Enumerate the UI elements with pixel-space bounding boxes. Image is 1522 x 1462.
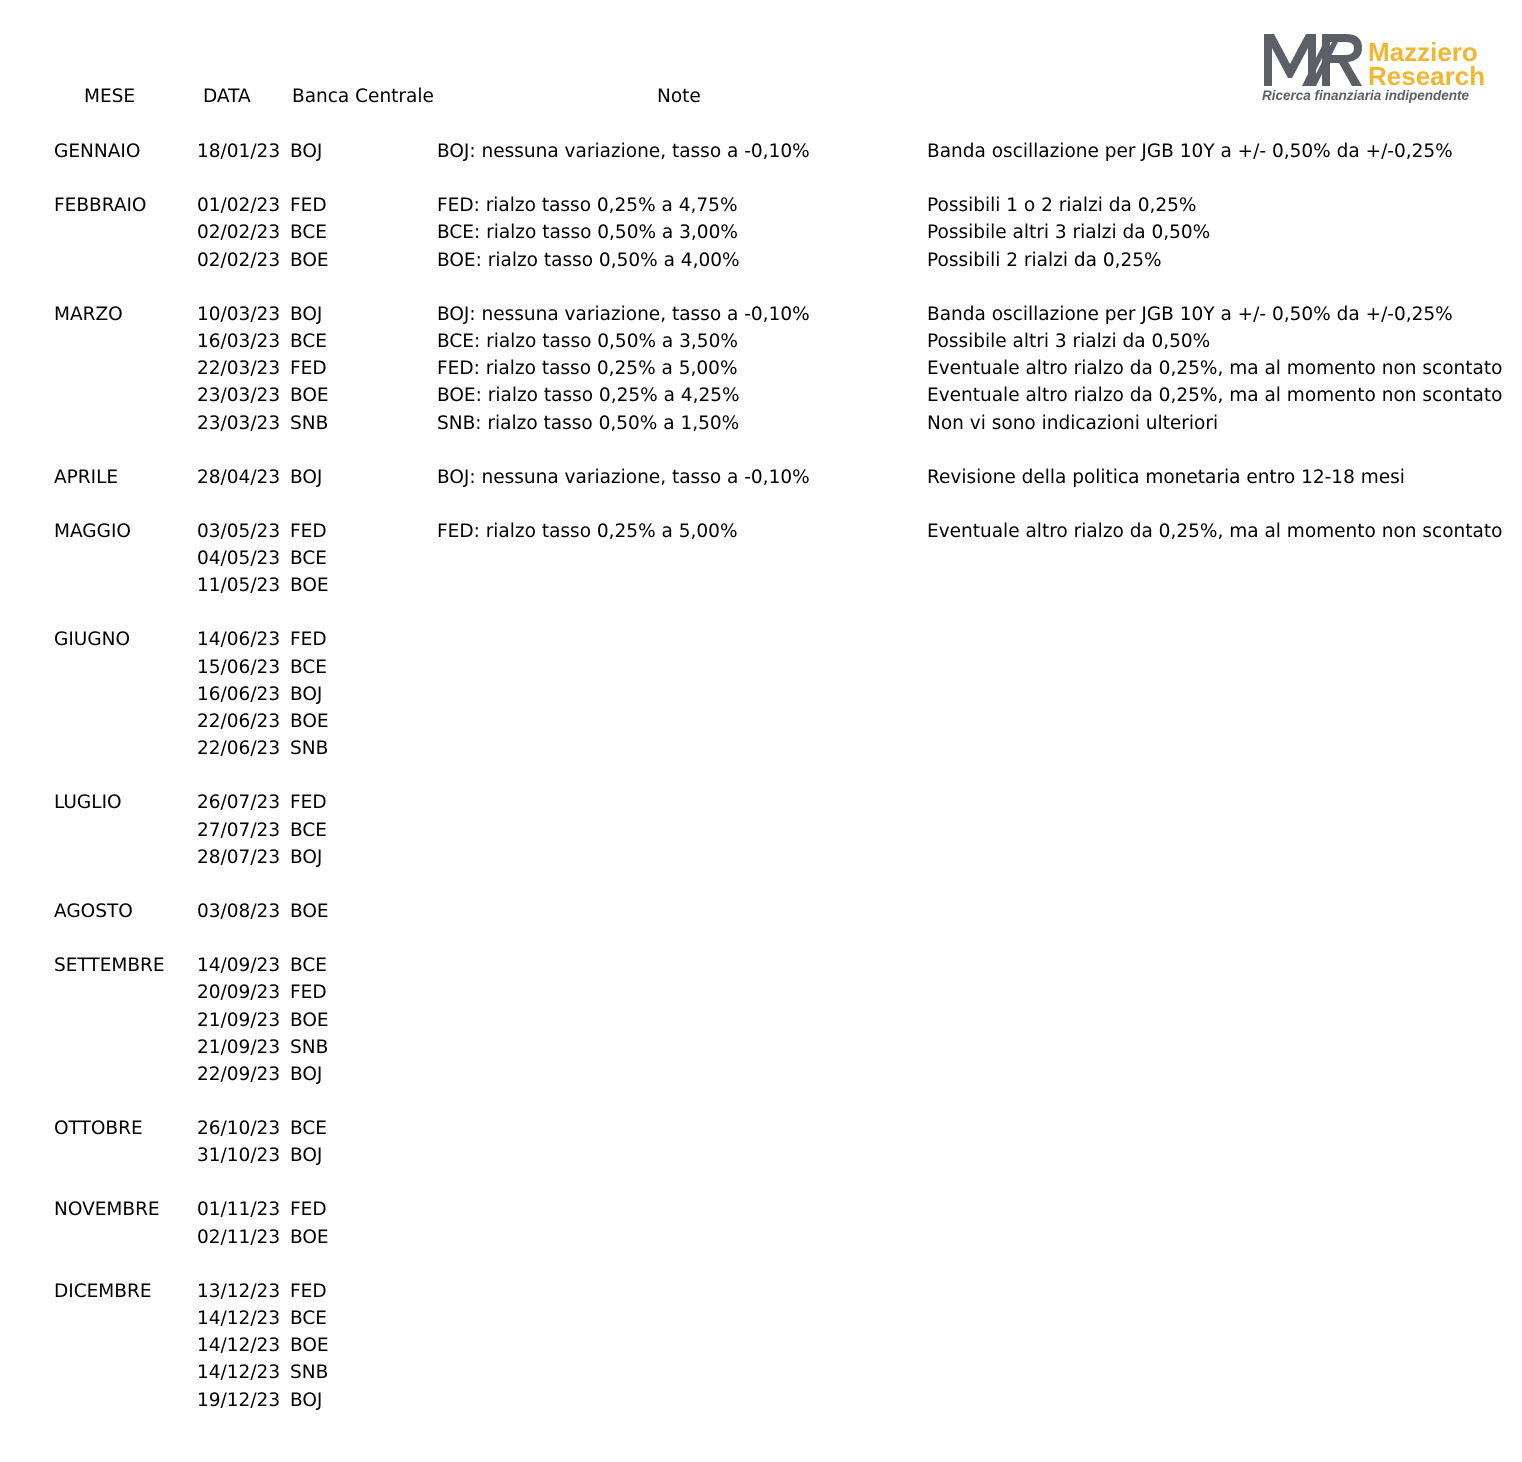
month-group (0, 302, 1522, 438)
meeting-date: 27/07/23 (197, 819, 281, 841)
meeting-date: 16/03/23 (197, 330, 281, 352)
table-row (0, 302, 1522, 329)
central-bank: BOJ (290, 1145, 323, 1167)
table-row (0, 1008, 1522, 1035)
table-row (0, 1035, 1522, 1062)
meeting-date: 02/11/23 (197, 1226, 281, 1248)
meeting-date: 22/06/23 (197, 711, 281, 732)
table-row (0, 1279, 1522, 1306)
table-row (0, 790, 1522, 817)
mr-monogram-icon (1262, 30, 1366, 88)
table-row (0, 736, 1522, 763)
meeting-date: 02/02/23 (197, 222, 281, 244)
central-bank: FED (290, 358, 327, 380)
meeting-date: 11/05/23 (197, 575, 281, 597)
meeting-date: 21/09/23 (197, 1036, 281, 1058)
logo-tagline: Ricerca finanziaria indipendente (1262, 88, 1470, 103)
central-bank: BOE (290, 711, 329, 732)
central-bank: BOE (290, 1226, 329, 1248)
month-group (0, 953, 1522, 1089)
central-bank: BCE (290, 1118, 327, 1140)
central-bank: FED (290, 1280, 327, 1302)
month-group (0, 193, 1522, 275)
month-group (0, 1279, 1522, 1415)
table-row (0, 465, 1522, 492)
meeting-date: 14/12/23 (197, 1308, 281, 1329)
central-bank: BOJ (290, 303, 323, 325)
table-row (0, 845, 1522, 872)
table-row (0, 1333, 1522, 1360)
month-name: NOVEMBRE (54, 1199, 160, 1221)
meeting-date: 22/06/23 (197, 738, 281, 760)
table-row (0, 329, 1522, 356)
table-row (0, 383, 1522, 410)
central-bank: BOJ (290, 846, 323, 868)
outlook-note: Banda oscillazione per JGB 10Y a +/- 0,50% da +/-0,25% (927, 141, 1453, 162)
central-bank: BCE (290, 819, 327, 841)
central-bank: BCE (290, 222, 327, 244)
central-bank: BOE (290, 385, 329, 407)
meeting-date: 03/05/23 (197, 520, 281, 542)
meeting-date: 23/03/23 (197, 385, 281, 407)
outlook-note: Eventuale altro rialzo da 0,25%, ma al momento non scontato (927, 358, 1503, 380)
table-row (0, 1225, 1522, 1252)
meeting-date: 16/06/23 (197, 683, 281, 705)
table-row (0, 139, 1522, 166)
meeting-date: 20/09/23 (197, 982, 281, 1004)
table-row (0, 1143, 1522, 1170)
decision-note: FED: rialzo tasso 0,25% a 4,75% (437, 195, 738, 217)
meeting-date: 28/07/23 (197, 846, 281, 868)
central-bank: FED (290, 195, 327, 217)
table-row (0, 546, 1522, 573)
month-name: APRILE (54, 466, 119, 488)
meeting-date: 14/09/23 (197, 955, 281, 977)
month-name: LUGLIO (54, 792, 122, 814)
central-bank: BOJ (290, 1063, 323, 1085)
meeting-date: 01/11/23 (197, 1199, 281, 1221)
logo-brand-name (1368, 37, 1486, 91)
table-row (0, 1360, 1522, 1387)
month-name: GENNAIO (54, 141, 141, 162)
table-row (0, 899, 1522, 926)
outlook-note: Revisione della politica monetaria entro 12-18 mesi (927, 466, 1405, 488)
table-row (0, 1116, 1522, 1143)
decision-note: FED: rialzo tasso 0,25% a 5,00% (437, 358, 738, 380)
header-month: MESE (84, 86, 136, 107)
central-bank: BCE (290, 330, 327, 352)
outlook-note: Banda oscillazione per JGB 10Y a +/- 0,50% da +/-0,25% (927, 303, 1453, 325)
decision-note: BOJ: nessuna variazione, tasso a -0,10% (437, 466, 810, 488)
meeting-date: 01/02/23 (197, 195, 281, 217)
meeting-date: 28/04/23 (197, 466, 281, 488)
table-row (0, 356, 1522, 383)
month-group (0, 519, 1522, 601)
outlook-note: Eventuale altro rialzo da 0,25%, ma al momento non scontato (927, 385, 1503, 407)
central-bank: BCE (290, 1308, 327, 1329)
decision-note: BOJ: nessuna variazione, tasso a -0,10% (437, 303, 810, 325)
central-bank: BCE (290, 955, 327, 977)
outlook-note: Possibili 2 rialzi da 0,25% (927, 249, 1162, 271)
central-bank: BOJ (290, 141, 323, 162)
meeting-date: 22/03/23 (197, 358, 281, 380)
outlook-note: Non vi sono indicazioni ulteriori (927, 412, 1219, 434)
table-row (0, 193, 1522, 220)
meeting-date: 04/05/23 (197, 548, 281, 570)
month-group (0, 465, 1522, 492)
header-bank: Banca Centrale (292, 86, 434, 107)
meeting-date: 15/06/23 (197, 656, 281, 678)
decision-note: BOJ: nessuna variazione, tasso a -0,10% (437, 141, 810, 162)
central-bank: FED (290, 629, 327, 651)
table-row (0, 248, 1522, 275)
meeting-date: 26/10/23 (197, 1118, 281, 1140)
table-row (0, 818, 1522, 845)
central-bank: BOE (290, 249, 329, 271)
central-bank: BOE (290, 1009, 329, 1031)
mazziero-research-logo (1262, 30, 1502, 106)
meeting-date: 13/12/23 (197, 1280, 281, 1302)
table-row (0, 1306, 1522, 1333)
table-row (0, 655, 1522, 682)
central-bank: FED (290, 1199, 327, 1221)
central-bank: BCE (290, 656, 327, 678)
decision-note: BCE: rialzo tasso 0,50% a 3,00% (437, 222, 738, 244)
decision-note: FED: rialzo tasso 0,25% a 5,00% (437, 520, 738, 542)
calendar-rows (0, 139, 1522, 1442)
header-note: Note (657, 86, 701, 107)
central-bank: BOJ (290, 683, 323, 705)
meeting-date: 23/03/23 (197, 412, 281, 434)
meeting-date: 21/09/23 (197, 1009, 281, 1031)
month-group (0, 1197, 1522, 1251)
table-row (0, 953, 1522, 980)
meeting-date: 14/12/23 (197, 1335, 281, 1357)
central-bank: SNB (290, 1362, 329, 1384)
meeting-date: 14/06/23 (197, 629, 281, 651)
table-row (0, 411, 1522, 438)
table-row (0, 627, 1522, 654)
month-name: DICEMBRE (54, 1280, 152, 1302)
meeting-date: 22/09/23 (197, 1063, 281, 1085)
table-row (0, 220, 1522, 247)
month-group (0, 1116, 1522, 1170)
table-row (0, 709, 1522, 736)
central-bank: BOE (290, 900, 329, 922)
month-name: MARZO (54, 303, 123, 325)
month-group (0, 627, 1522, 763)
month-name: SETTEMBRE (54, 955, 165, 977)
table-row (0, 1062, 1522, 1089)
table-row (0, 1388, 1522, 1415)
central-bank: SNB (290, 738, 329, 760)
table-row (0, 519, 1522, 546)
central-bank: BCE (290, 548, 327, 570)
month-name: FEBBRAIO (54, 195, 147, 217)
month-group (0, 899, 1522, 926)
logo-brand-line2: Research (1368, 61, 1486, 91)
month-group (0, 790, 1522, 872)
table-row (0, 682, 1522, 709)
outlook-note: Possibili 1 o 2 rialzi da 0,25% (927, 195, 1197, 217)
central-bank: FED (290, 792, 327, 814)
decision-note: BOE: rialzo tasso 0,25% a 4,25% (437, 385, 740, 407)
central-bank: FED (290, 520, 327, 542)
month-name: AGOSTO (54, 900, 133, 922)
table-row (0, 573, 1522, 600)
meeting-date: 19/12/23 (197, 1389, 281, 1411)
month-name: OTTOBRE (54, 1118, 143, 1140)
header-date: DATA (203, 86, 251, 107)
central-bank: SNB (290, 1036, 329, 1058)
central-bank: BOE (290, 575, 329, 597)
meeting-date: 03/08/23 (197, 900, 281, 922)
table-row (0, 980, 1522, 1007)
central-bank: SNB (290, 412, 329, 434)
month-name: MAGGIO (54, 520, 131, 542)
central-bank: FED (290, 982, 327, 1004)
month-group (0, 139, 1522, 166)
meeting-date: 26/07/23 (197, 792, 281, 814)
month-name: GIUGNO (54, 629, 131, 651)
meeting-date: 14/12/23 (197, 1362, 281, 1384)
meeting-date: 31/10/23 (197, 1145, 281, 1167)
central-bank: BOE (290, 1335, 329, 1357)
outlook-note: Possibile altri 3 rialzi da 0,50% (927, 330, 1211, 352)
outlook-note: Eventuale altro rialzo da 0,25%, ma al momento non scontato (927, 520, 1503, 542)
meeting-date: 02/02/23 (197, 249, 281, 271)
central-bank: BOJ (290, 1389, 323, 1411)
decision-note: BOE: rialzo tasso 0,50% a 4,00% (437, 249, 740, 271)
logo-brand-line1: Mazziero (1368, 37, 1478, 67)
meeting-date: 10/03/23 (197, 303, 281, 325)
central-bank: BOJ (290, 466, 323, 488)
decision-note: SNB: rialzo tasso 0,50% a 1,50% (437, 412, 740, 434)
meeting-date: 18/01/23 (197, 141, 281, 162)
table-row (0, 1197, 1522, 1224)
outlook-note: Possibile altri 3 rialzi da 0,50% (927, 222, 1211, 244)
decision-note: BCE: rialzo tasso 0,50% a 3,50% (437, 330, 738, 352)
